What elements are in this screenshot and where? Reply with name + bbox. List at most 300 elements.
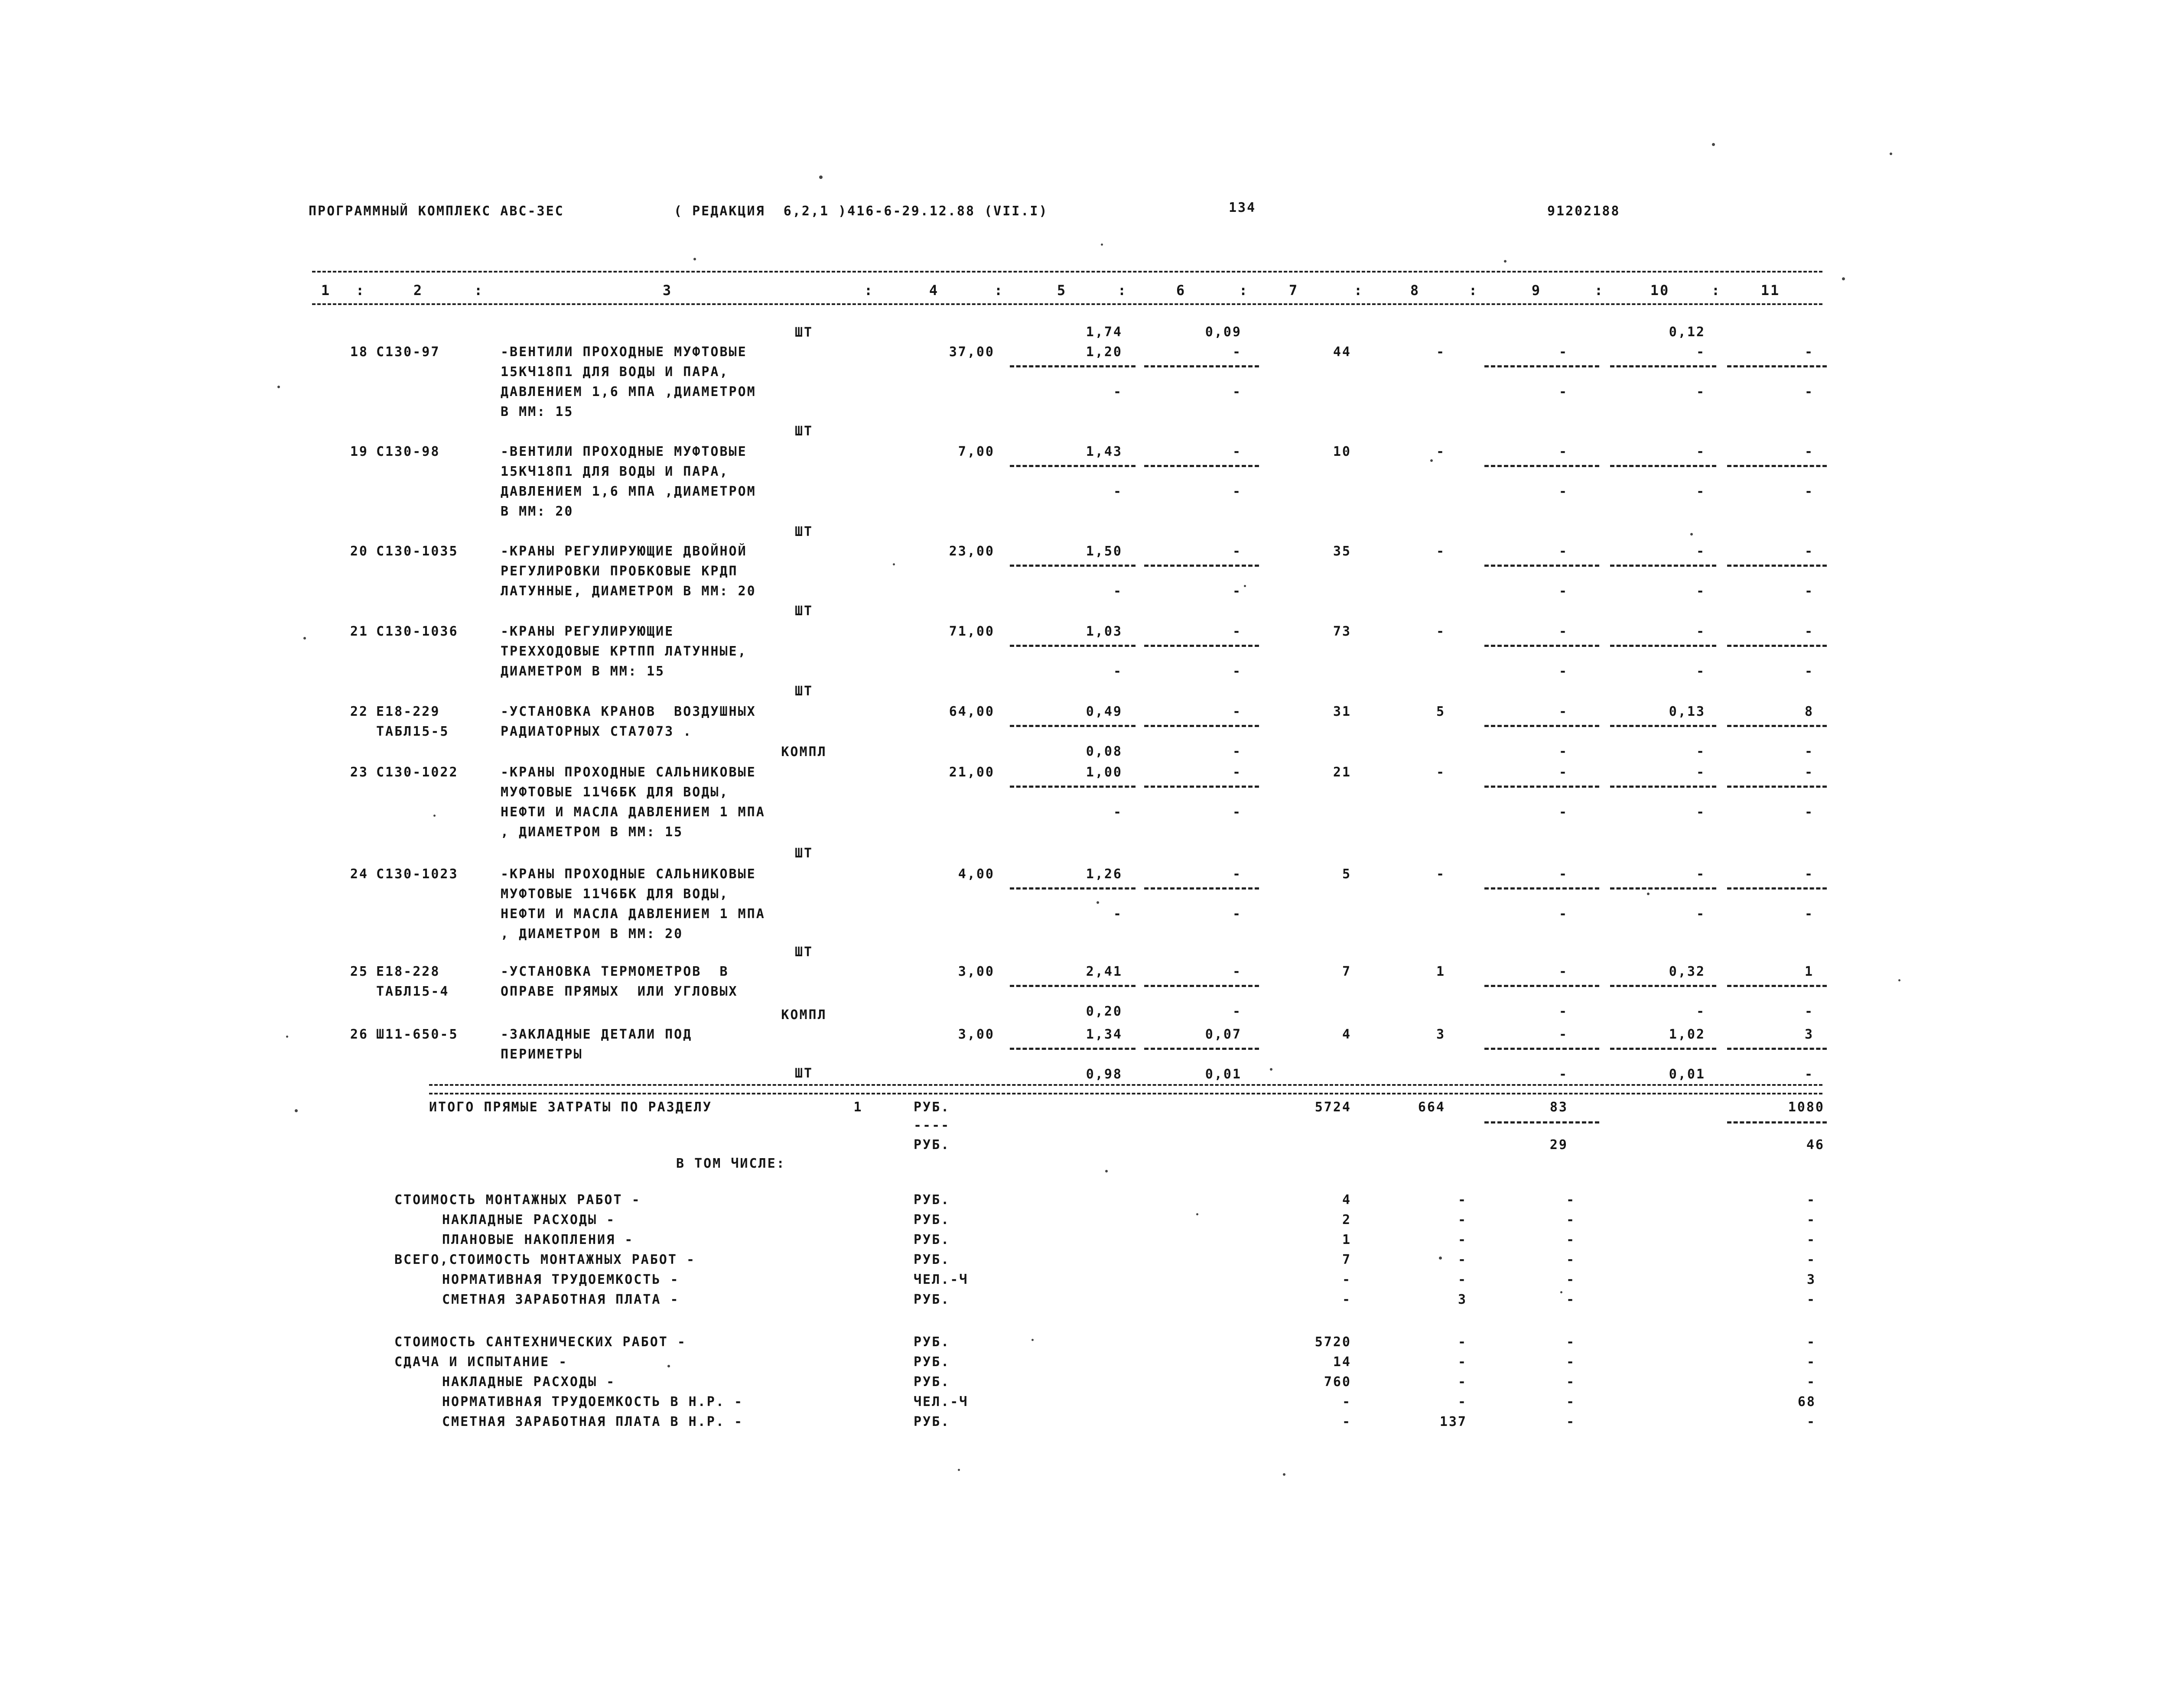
including-label: В ТОМ ЧИСЛЕ: (676, 1156, 786, 1171)
col9-value: - (1559, 704, 1568, 719)
col9-lower-value: - (1559, 664, 1568, 679)
work-description: -ВЕНТИЛИ ПРОХОДНЫЕ МУФТОВЫЕ (501, 444, 747, 459)
header-rule-top (312, 271, 1822, 273)
work-description: -УСТАНОВКА КРАНОВ ВОЗДУШНЫХ (501, 704, 756, 719)
col10-value: - (1696, 624, 1705, 639)
col11-lower-value: - (1804, 744, 1814, 759)
col5-top-value: 1,74 (1086, 325, 1123, 340)
col10-value: - (1696, 544, 1705, 559)
col8-value: - (1436, 624, 1445, 639)
col5-value: 1,20 (1086, 344, 1123, 360)
cell-rule (1727, 465, 1827, 467)
summary-label: СДАЧА И ИСПЫТАНИЕ - (394, 1354, 568, 1370)
col7-value: 44 (1333, 344, 1351, 360)
column-number-4: 4 (929, 282, 939, 299)
work-description: РАДИАТОРНЫХ СТА7073 . (501, 724, 693, 739)
quantity-value: 3,00 (958, 1027, 995, 1042)
column-number-10: 10 (1650, 282, 1670, 299)
col10-lower-value: - (1696, 744, 1705, 759)
col11-lower-value: - (1804, 805, 1814, 820)
col6-lower-value: - (1232, 384, 1242, 399)
header-rule-bottom (312, 303, 1822, 305)
summary-col7: 760 (1324, 1374, 1351, 1390)
row-number: 24 (350, 867, 368, 882)
cell-rule (1010, 786, 1136, 788)
unit-label: ШТ (794, 604, 813, 619)
col11-lower-value: - (1804, 1004, 1814, 1019)
rate-code: Е18-229 (376, 704, 440, 719)
summary-col8: - (1458, 1394, 1467, 1409)
edition-info: ( РЕДАКЦИЯ 6,2,1 )416-6-29.12.88 (VII.I) (674, 204, 1048, 219)
col11-value: 1 (1804, 964, 1814, 979)
summary-col8: - (1458, 1374, 1467, 1390)
scan-speck (893, 563, 895, 565)
row-number: 20 (350, 544, 368, 559)
cell-rule (1727, 365, 1827, 367)
cell-rule (1610, 565, 1716, 567)
column-number-5: 5 (1057, 282, 1067, 299)
col6-lower-value: - (1232, 584, 1242, 599)
column-number-6: 6 (1176, 282, 1186, 299)
cell-rule (1144, 645, 1259, 647)
column-separator: : (1354, 282, 1364, 299)
col8-value: 1 (1436, 964, 1445, 979)
totals-col9: 83 (1549, 1100, 1568, 1115)
work-description: 15КЧ18П1 ДЛЯ ВОДЫ И ПАРА, (501, 464, 729, 479)
summary-col11: - (1806, 1292, 1816, 1307)
col5-value: 2,41 (1086, 964, 1123, 979)
summary-col7: 5720 (1315, 1335, 1351, 1350)
work-description: ДИАМЕТРОМ В ММ: 15 (501, 664, 665, 679)
column-number-8: 8 (1410, 282, 1420, 299)
col9-value: - (1559, 544, 1568, 559)
cell-rule (1010, 365, 1136, 367)
cell-rule (1727, 645, 1827, 647)
cell-rule (1484, 887, 1599, 890)
cell-rule (1010, 645, 1136, 647)
summary-col11: - (1806, 1335, 1816, 1350)
scan-speck (1890, 153, 1892, 155)
quantity-value: 71,00 (949, 624, 995, 639)
cell-rule (1610, 985, 1716, 987)
summary-unit: РУБ. (914, 1335, 950, 1350)
rate-code: С130-97 (376, 344, 440, 360)
col9-value: - (1559, 867, 1568, 882)
summary-col8: - (1458, 1192, 1467, 1208)
summary-unit: РУБ. (914, 1354, 950, 1370)
scan-speck (1196, 1213, 1198, 1215)
summary-label: НОРМАТИВНАЯ ТРУДОЕМКОСТЬ - (442, 1272, 680, 1287)
cell-rule (1484, 725, 1599, 727)
cell-rule (1010, 1048, 1136, 1050)
quantity-value: 21,00 (949, 765, 995, 780)
col7-value: 5 (1342, 867, 1351, 882)
col6-value: - (1232, 704, 1242, 719)
col6-value: - (1232, 624, 1242, 639)
col5-lower-value: 0,08 (1086, 744, 1123, 759)
summary-label: СМЕТНАЯ ЗАРАБОТНАЯ ПЛАТА - (442, 1292, 680, 1307)
col11-lower-value: - (1804, 906, 1814, 922)
summary-col9: - (1566, 1272, 1575, 1287)
col11-value: - (1804, 624, 1814, 639)
col6-lower-value: 0,01 (1205, 1067, 1242, 1082)
work-description: МУФТОВЫЕ 11Ч6БК ДЛЯ ВОДЫ, (501, 886, 729, 902)
cell-rule (1484, 1048, 1599, 1050)
col9-lower-value: - (1559, 1004, 1568, 1019)
summary-col7: - (1342, 1414, 1351, 1429)
cell-rule (1610, 786, 1716, 788)
work-description: НЕФТИ И МАСЛА ДАВЛЕНИЕМ 1 МПА (501, 805, 765, 820)
column-separator: : (864, 282, 874, 299)
scan-speck (958, 1469, 960, 1471)
cell-rule (1484, 985, 1599, 987)
col6-lower-value: - (1232, 484, 1242, 499)
cell-rule (1610, 1048, 1716, 1050)
scan-speck (693, 258, 696, 260)
cell-rule (1610, 725, 1716, 727)
col10-value: - (1696, 765, 1705, 780)
col10-lower-value: - (1696, 584, 1705, 599)
totals-section-number: 1 (853, 1100, 863, 1115)
column-separator: : (994, 282, 1004, 299)
summary-col9: - (1566, 1232, 1575, 1247)
col6-value: - (1232, 444, 1242, 459)
totals-col7: 5724 (1315, 1100, 1351, 1115)
col5-value: 1,00 (1086, 765, 1123, 780)
cell-rule (1610, 365, 1716, 367)
column-separator: : (1117, 282, 1128, 299)
column-separator: : (1711, 282, 1721, 299)
column-number-3: 3 (662, 282, 673, 299)
cell-rule (1610, 465, 1716, 467)
row-number: 26 (350, 1027, 368, 1042)
col10-lower-value: - (1696, 805, 1705, 820)
quantity-value: 3,00 (958, 964, 995, 979)
summary-col11: - (1806, 1252, 1816, 1267)
summary-col11: - (1806, 1212, 1816, 1227)
col6-top-value: 0,09 (1205, 325, 1242, 340)
summary-unit: РУБ. (914, 1252, 950, 1267)
col11-lower-value: - (1804, 584, 1814, 599)
col5-value: 1,34 (1086, 1027, 1123, 1042)
col6-value: - (1232, 344, 1242, 360)
column-separator: : (355, 282, 366, 299)
summary-col9: - (1566, 1192, 1575, 1208)
col7-value: 73 (1333, 624, 1351, 639)
col6-lower-value: - (1232, 1004, 1242, 1019)
col7-value: 10 (1333, 444, 1351, 459)
work-description: ОПРАВЕ ПРЯМЫХ ИЛИ УГЛОВЫХ (501, 984, 738, 999)
summary-unit: РУБ. (914, 1212, 950, 1227)
summary-label: НОРМАТИВНАЯ ТРУДОЕМКОСТЬ В Н.Р. - (442, 1394, 744, 1409)
scan-speck (1031, 1339, 1034, 1341)
unit-label: КОМПЛ (781, 744, 827, 760)
cell-rule (1144, 725, 1259, 727)
row-number: 25 (350, 964, 368, 979)
work-description: МУФТОВЫЕ 11Ч6БК ДЛЯ ВОДЫ, (501, 785, 729, 800)
work-description: ТРЕХХОДОВЫЕ КРТПП ЛАТУННЫЕ, (501, 644, 747, 659)
summary-unit: РУБ. (914, 1192, 950, 1208)
col9-value: - (1559, 765, 1568, 780)
rate-code: ТАБЛ15-5 (376, 724, 449, 739)
col9-value: - (1559, 624, 1568, 639)
summary-col9: - (1566, 1335, 1575, 1350)
totals-col9-rule (1484, 1121, 1599, 1124)
col10-lower-value: - (1696, 484, 1705, 499)
quantity-value: 23,00 (949, 544, 995, 559)
col9-value: - (1559, 444, 1568, 459)
scan-speck (1842, 277, 1845, 280)
col11-value: - (1804, 765, 1814, 780)
col6-value: - (1232, 964, 1242, 979)
col7-value: 35 (1333, 544, 1351, 559)
summary-col8: - (1458, 1354, 1467, 1370)
scan-speck (277, 386, 280, 388)
col5-lower-value: - (1113, 906, 1123, 922)
scan-speck (286, 1036, 288, 1038)
summary-col9: - (1566, 1292, 1575, 1307)
summary-col7: - (1342, 1292, 1351, 1307)
totals-col11-lower: 46 (1806, 1137, 1825, 1153)
summary-label: ПЛАНОВЫЕ НАКОПЛЕНИЯ - (442, 1232, 634, 1247)
col8-value: - (1436, 344, 1445, 360)
col5-lower-value: - (1113, 484, 1123, 499)
col9-lower-value: - (1559, 1067, 1568, 1082)
col9-lower-value: - (1559, 384, 1568, 399)
col6-lower-value: - (1232, 664, 1242, 679)
col6-lower-value: - (1232, 805, 1242, 820)
col11-value: 3 (1804, 1027, 1814, 1042)
summary-unit: РУБ. (914, 1414, 950, 1429)
col9-lower-value: - (1559, 805, 1568, 820)
col5-value: 1,03 (1086, 624, 1123, 639)
cell-rule (1727, 565, 1827, 567)
program-name: ПРОГРАММНЫЙ КОМПЛЕКС АВС-ЗЕС (309, 204, 564, 219)
col8-value: - (1436, 544, 1445, 559)
col11-value: 8 (1804, 704, 1814, 719)
row-number: 21 (350, 624, 368, 639)
col5-lower-value: 0,98 (1086, 1067, 1123, 1082)
col6-lower-value: - (1232, 906, 1242, 922)
scan-speck (1647, 893, 1650, 895)
col11-lower-value: - (1804, 484, 1814, 499)
work-description: НЕФТИ И МАСЛА ДАВЛЕНИЕМ 1 МПА (501, 906, 765, 922)
summary-label: НАКЛАДНЫЕ РАСХОДЫ - (442, 1374, 616, 1390)
unit-label: ШТ (794, 424, 813, 439)
rate-code: Ш11-650-5 (376, 1027, 459, 1042)
cell-rule (1010, 465, 1136, 467)
cell-rule (1484, 465, 1599, 467)
scan-speck (1504, 260, 1506, 263)
rate-code: Е18-228 (376, 964, 440, 979)
scan-speck (295, 1109, 298, 1112)
col5-lower-value: 0,20 (1086, 1004, 1123, 1019)
summary-unit: ЧЕЛ.-Ч (914, 1394, 969, 1409)
scan-speck (1097, 901, 1099, 904)
summary-col9: - (1566, 1394, 1575, 1409)
summary-col8: - (1458, 1252, 1467, 1267)
summary-col11: - (1806, 1232, 1816, 1247)
col9-value: - (1559, 964, 1568, 979)
col11-lower-value: - (1804, 1067, 1814, 1082)
totals-col11: 1080 (1788, 1100, 1825, 1115)
col5-lower-value: - (1113, 384, 1123, 399)
column-number-9: 9 (1531, 282, 1542, 299)
summary-col7: 7 (1342, 1252, 1351, 1267)
summary-label: СТОИМОСТЬ МОНТАЖНЫХ РАБОТ - (394, 1192, 641, 1208)
summary-label: ВСЕГО,СТОИМОСТЬ МОНТАЖНЫХ РАБОТ - (394, 1252, 696, 1267)
summary-label: НАКЛАДНЫЕ РАСХОДЫ - (442, 1212, 616, 1227)
scan-speck (1430, 459, 1433, 462)
totals-label: ИТОГО ПРЯМЫЕ ЗАТРАТЫ ПО РАЗДЕЛУ (429, 1100, 712, 1115)
work-description: ПЕРИМЕТРЫ (501, 1047, 583, 1062)
unit-label: ШТ (794, 684, 813, 699)
cell-rule (1144, 465, 1259, 467)
cell-rule (1010, 985, 1136, 987)
col6-value: 0,07 (1205, 1027, 1242, 1042)
unit-label: ШТ (794, 1066, 813, 1081)
scan-speck (433, 815, 436, 817)
col8-value: 3 (1436, 1027, 1445, 1042)
rate-code: С130-1036 (376, 624, 459, 639)
summary-col7: 1 (1342, 1232, 1351, 1247)
col10-value: 1,02 (1669, 1027, 1705, 1042)
column-number-2: 2 (413, 282, 423, 299)
col5-lower-value: - (1113, 664, 1123, 679)
summary-col9: - (1566, 1414, 1575, 1429)
scan-speck (1439, 1257, 1442, 1260)
work-description: ДАВЛЕНИЕМ 1,6 МПА ,ДИАМЕТРОМ (501, 484, 756, 499)
scan-speck (1283, 1473, 1285, 1476)
work-description: -КРАНЫ ПРОХОДНЫЕ САЛЬНИКОВЫЕ (501, 765, 756, 780)
unit-label: ШТ (794, 524, 813, 539)
row-number: 23 (350, 765, 368, 780)
summary-col11: - (1806, 1414, 1816, 1429)
column-number-11: 11 (1760, 282, 1780, 299)
col10-value: 0,13 (1669, 704, 1705, 719)
summary-col9: - (1566, 1212, 1575, 1227)
unit-label: ШТ (794, 325, 813, 340)
column-number-7: 7 (1288, 282, 1299, 299)
quantity-value: 7,00 (958, 444, 995, 459)
cell-rule (1727, 786, 1827, 788)
summary-col8: - (1458, 1272, 1467, 1287)
work-description: В ММ: 15 (501, 404, 574, 419)
cell-rule (1727, 725, 1827, 727)
rate-code: С130-1022 (376, 765, 459, 780)
col6-value: - (1232, 867, 1242, 882)
cell-rule (1610, 887, 1716, 890)
col9-lower-value: - (1559, 484, 1568, 499)
page-number: 134 (1229, 200, 1256, 215)
col10-value: - (1696, 344, 1705, 360)
cell-rule (1010, 887, 1136, 890)
col6-value: - (1232, 544, 1242, 559)
unit-label: КОМПЛ (781, 1007, 827, 1023)
work-description: ЛАТУННЫЕ, ДИАМЕТРОМ В ММ: 20 (501, 584, 756, 599)
quantity-value: 37,00 (949, 344, 995, 360)
col8-value: - (1436, 444, 1445, 459)
cell-rule (1610, 645, 1716, 647)
scan-speck (303, 637, 306, 640)
totals-col9-lower: 29 (1549, 1137, 1568, 1153)
summary-col7: 14 (1333, 1354, 1351, 1370)
cell-rule (1484, 645, 1599, 647)
col10-lower-value: - (1696, 384, 1705, 399)
col7-value: 7 (1342, 964, 1351, 979)
col11-value: - (1804, 344, 1814, 360)
work-description: -ВЕНТИЛИ ПРОХОДНЫЕ МУФТОВЫЕ (501, 344, 747, 360)
col9-lower-value: - (1559, 906, 1568, 922)
col6-value: - (1232, 765, 1242, 780)
summary-unit: ЧЕЛ.-Ч (914, 1272, 969, 1287)
cell-rule (1144, 985, 1259, 987)
scan-speck (1898, 979, 1900, 981)
work-description: В ММ: 20 (501, 504, 574, 519)
col8-value: - (1436, 765, 1445, 780)
col7-value: 31 (1333, 704, 1351, 719)
col9-lower-value: - (1559, 584, 1568, 599)
col8-value: 5 (1436, 704, 1445, 719)
col5-value: 0,49 (1086, 704, 1123, 719)
totals-rule-top (429, 1084, 1822, 1086)
col11-value: - (1804, 444, 1814, 459)
col10-value: - (1696, 444, 1705, 459)
cell-rule (1484, 786, 1599, 788)
rate-code: ТАБЛ15-4 (376, 984, 449, 999)
rate-code: С130-1023 (376, 867, 459, 882)
cell-rule (1144, 786, 1259, 788)
summary-label: СТОИМОСТЬ САНТЕХНИЧЕСКИХ РАБОТ - (394, 1335, 687, 1350)
cell-rule (1144, 365, 1259, 367)
summary-col8: - (1458, 1232, 1467, 1247)
scan-speck (1244, 585, 1246, 587)
work-description: -УСТАНОВКА ТЕРМОМЕТРОВ В (501, 964, 729, 979)
cell-rule (1144, 1048, 1259, 1050)
cell-rule (1484, 365, 1599, 367)
cell-rule (1727, 985, 1827, 987)
summary-col11: - (1806, 1354, 1816, 1370)
col11-value: - (1804, 867, 1814, 882)
cell-rule (1727, 887, 1827, 890)
scan-speck (1690, 533, 1693, 536)
summary-col8: 3 (1458, 1292, 1467, 1307)
document-code: 91202188 (1547, 204, 1620, 219)
col5-value: 1,26 (1086, 867, 1123, 882)
totals-unit-rule: ---- (914, 1118, 950, 1133)
totals-rule-bottom (429, 1093, 1822, 1094)
scan-speck (819, 175, 823, 179)
scan-speck (1560, 1291, 1562, 1293)
cell-rule (1010, 565, 1136, 567)
col11-lower-value: - (1804, 664, 1814, 679)
cell-rule (1484, 565, 1599, 567)
col5-value: 1,43 (1086, 444, 1123, 459)
summary-col7: - (1342, 1272, 1351, 1287)
col9-lower-value: - (1559, 744, 1568, 759)
col10-lower-value: - (1696, 906, 1705, 922)
scan-speck (1270, 1068, 1272, 1071)
summary-col9: - (1566, 1354, 1575, 1370)
column-number-1: 1 (321, 282, 331, 299)
work-description: -КРАНЫ ПРОХОДНЫЕ САЛЬНИКОВЫЕ (501, 867, 756, 882)
row-number: 22 (350, 704, 368, 719)
col10-lower-value: - (1696, 664, 1705, 679)
cell-rule (1144, 565, 1259, 567)
summary-col11: - (1806, 1192, 1816, 1208)
summary-col7: - (1342, 1394, 1351, 1409)
summary-col7: 2 (1342, 1212, 1351, 1227)
